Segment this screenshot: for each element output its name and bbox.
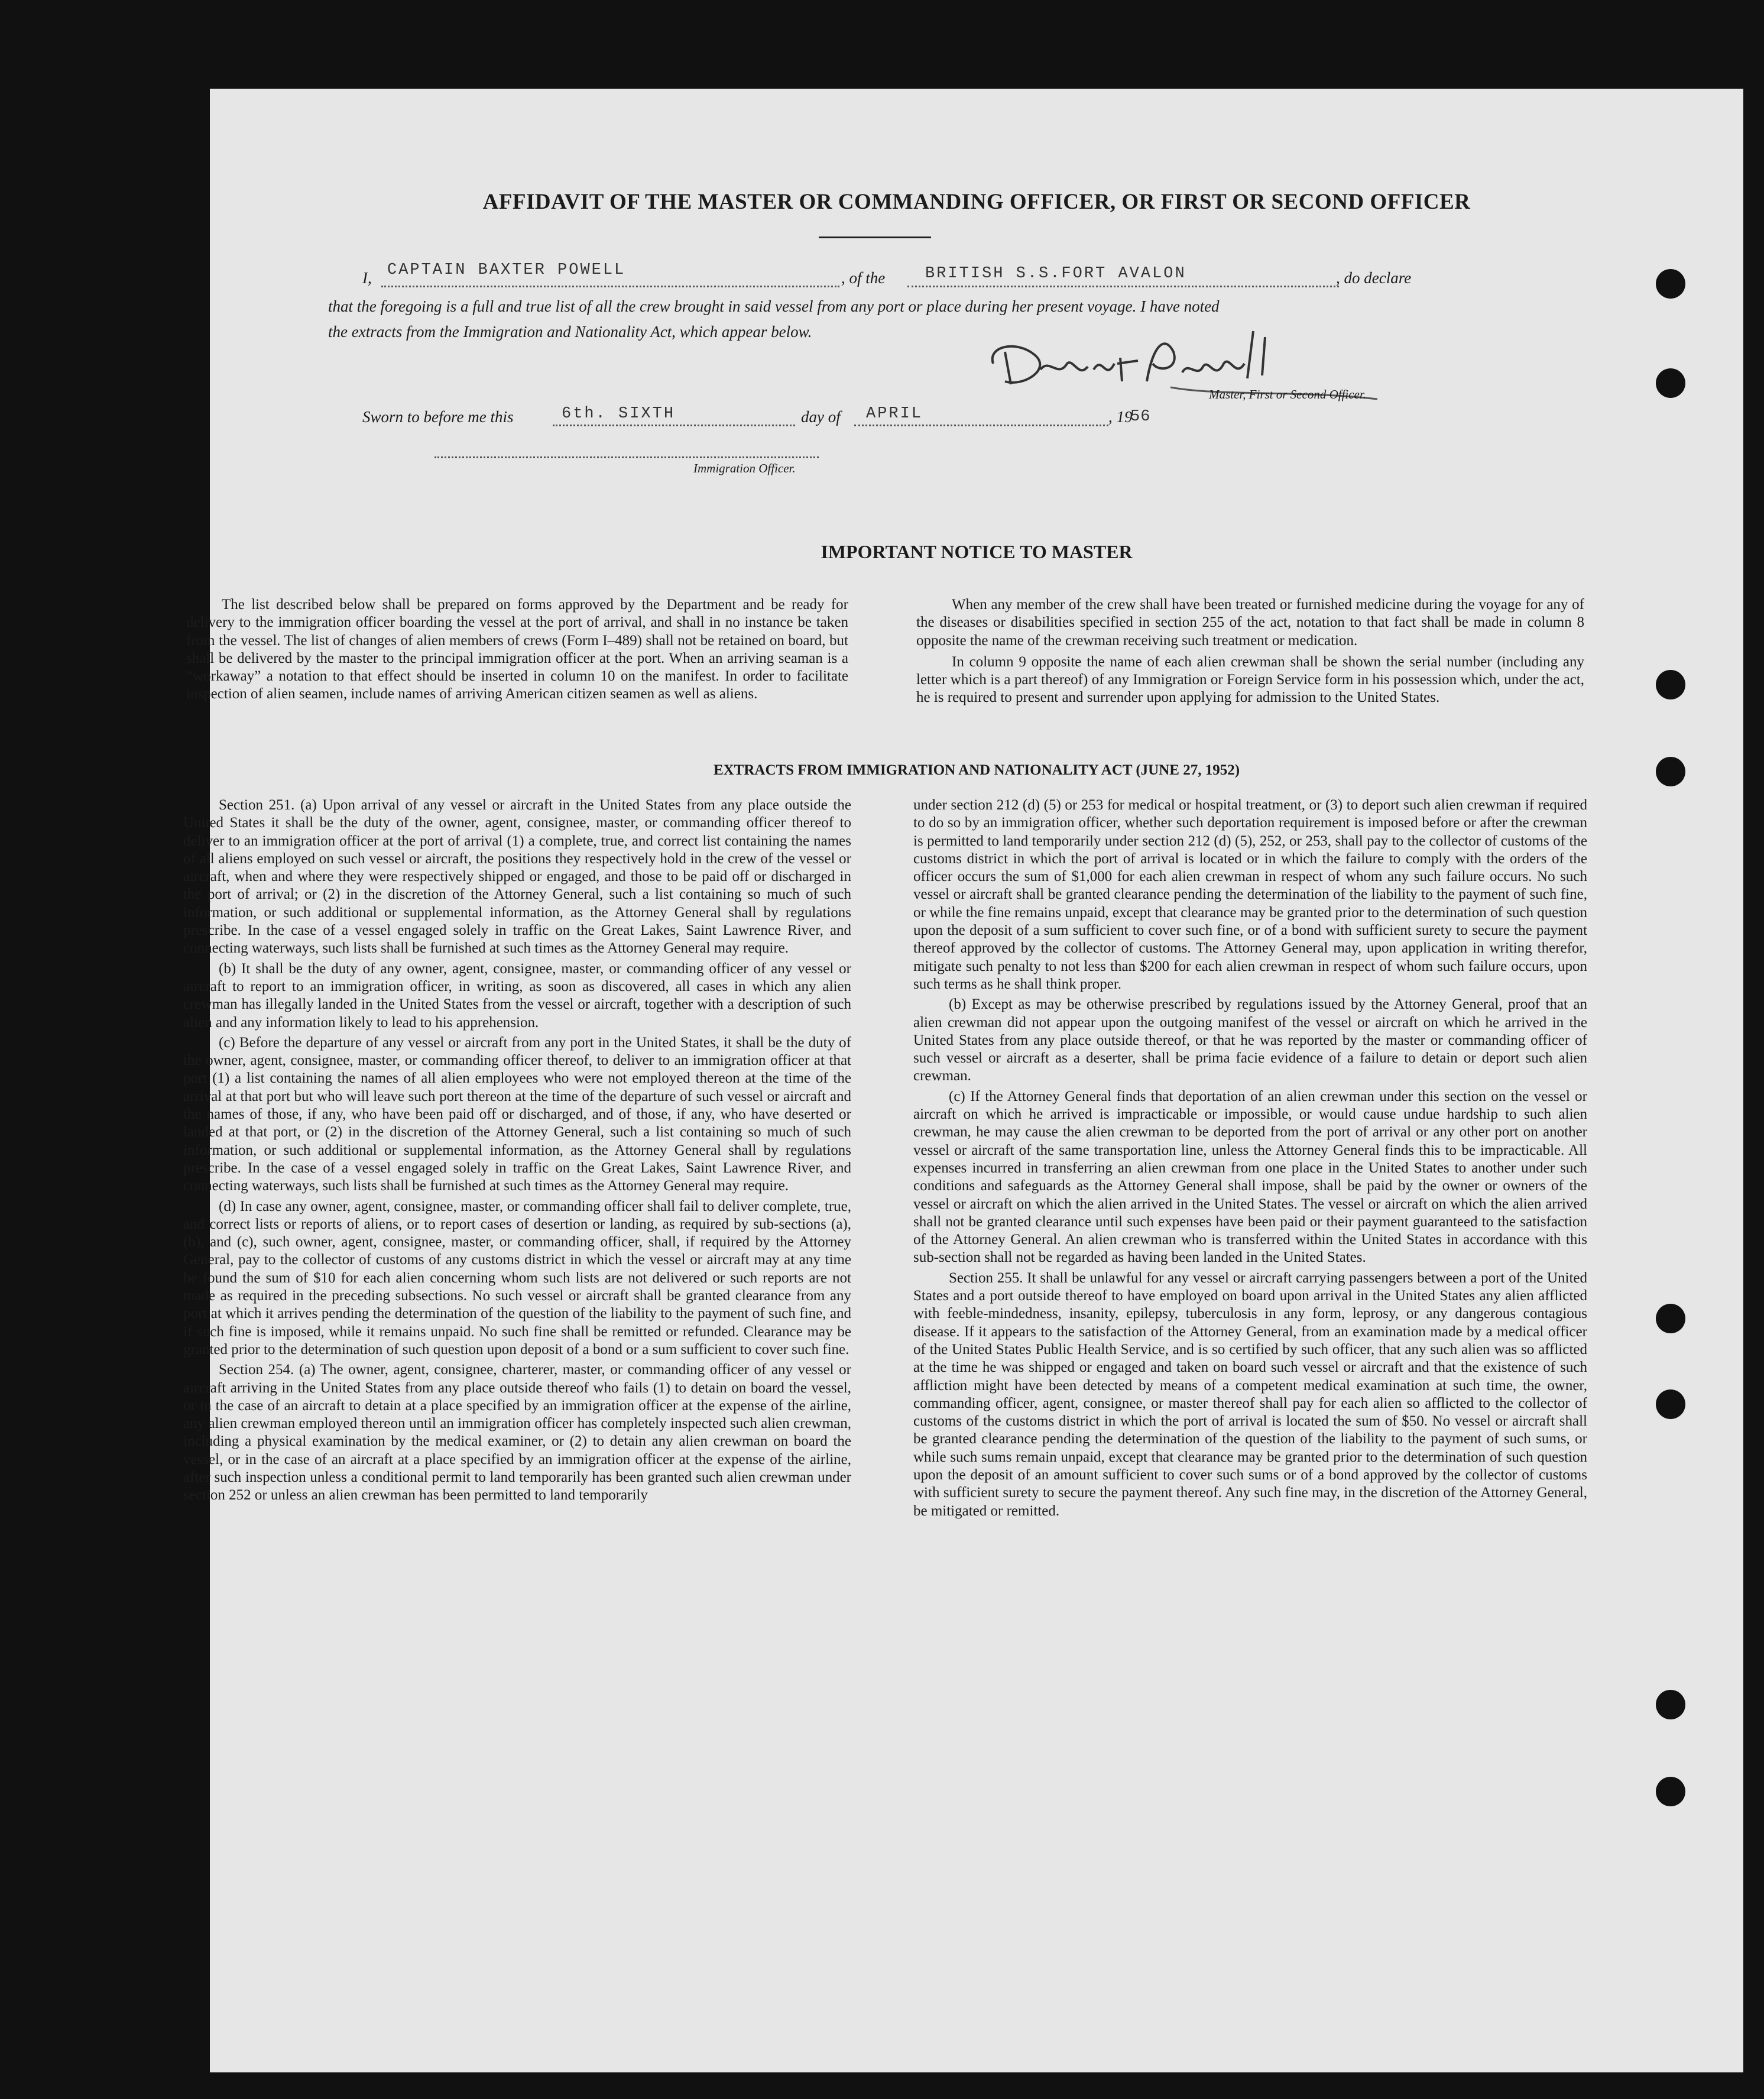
notice-right-column xyxy=(916,596,1584,707)
extract-paragraph: (b) It shall be the duty of any owner, agent, consignee, master, or commanding officer of any vessel or aircraft to report to an immigration officer, in writing, as soon as discovered, all cases in which any alien crewman has illegally landed in the United States from the vessel or aircraft, together with a description of such alien and any information likely to lead to his apprehension. xyxy=(183,960,851,1031)
vessel-name-field: BRITISH S.S.FORT AVALON xyxy=(925,265,1186,283)
notice-right-paragraph-2: In column 9 opposite the name of each alien crewman shall be shown the serial number (including any letter which is a part thereof) of any Immigration or Foreign Service form in his possession which, under the act, he is required to present and surrender upon applying for admission to the United States. xyxy=(916,653,1584,706)
notice-right-paragraph-1: When any member of the crew shall have been treated or furnished medicine during the voyage for any of the diseases or disabilities specified in section 255 of the act, notation to that fact shall be made in column 8 opposite the name of the crewman receiving such treatment or medication. xyxy=(916,597,1584,649)
extract-paragraph: (b) Except as may be otherwise prescribed by regulations issued by the Attorney General, proof that an alien crewman did not appear upon the outgoing manifest of the vessel or aircraft on which he arrived in the United States from any place outside thereof, or that he was reported by the master or commanding officer of such vessel or aircraft as a deserter, shall be prima facie evidence of a failure to detain or deport such alien crewman. xyxy=(913,996,1587,1084)
sworn-month-field: APRIL xyxy=(866,405,923,423)
year-prefix: , 19 xyxy=(1108,408,1133,426)
extract-paragraph: Section 255. It shall be unlawful for any vessel or aircraft carrying passengers between a port of the United States and a port outside thereof to have employed on board upon arrival in the United States any alien afflicted with feeble-mindedness, insanity, epilepsy, tuberculosis in any form, leprosy, or any dangerous contagious disease. If it appears to the satisfaction of the Attorney General, from an examination made by a medical officer of the United States Public Health Service, and is so certified by such officer, that any such alien was so afflicted at the time he was shipped or engaged and taken on board such vessel or aircraft and that the existence of such affliction might have been detected by means of a competent medical examination at such time, the owner, commanding officer, agent, consignee, or master thereof shall pay for each alien so afflicted to the collector of customs of the customs district in which the port of arrival is located the sum of $50. No vessel or aircraft shall be granted clearance pending the determination of the question of the liability to the payment of such sums, or while such sums remain unpaid, except that clearance may be granted prior to the determination of such question upon the deposit of an amount sufficient to cover such sums or of a bond approved by the collector of customs with sufficient surety to secure the payment thereof. Any such fine may, in the discretion of the Attorney General, be mitigated or remitted. xyxy=(913,1269,1587,1519)
punch-hole xyxy=(1656,368,1685,398)
notice-left-paragraph: The list described below shall be prepared on forms approved by the Department and be ready for delivery to the immigration officer boarding the vessel at the port of arrival, and shall in no instance be taken from the vessel. The list of changes of alien members of crews (Form I–489) shall not be retained on board, but shall be delivered by the master to the principal immigration officer at the port. When an arriving seaman is a “workaway” a notation to that effect should be inserted in column 10 on the manifest. In order to facilitate inspection of alien seamen, include names of arriving American citizen seamen as well as aliens. xyxy=(186,597,848,702)
extract-paragraph: Section 251. (a) Upon arrival of any vessel or aircraft in the United States from any place outside the United States it shall be the duty of the owner, agent, consignee, master, or commanding officer thereof to deliver to an immigration officer at the port of arrival (1) a complete, true, and correct list containing the names of all aliens employed on such vessel or aircraft, the positions they respectively hold in the crew of the vessel or aircraft, when and where they were respectively shipped or engaged, and those to be paid off or discharged in the port of arrival; or (2) in the discretion of the Attorney General, such a list containing so much of such information, or such additional or supplemental information, as the Attorney General shall by regulations prescribe. In the case of a vessel engaged solely in traffic on the Great Lakes, Saint Lawrence River, and connecting waterways, such lists shall be furnished at such times as the Attorney General may require. xyxy=(183,797,851,957)
year-field: 56 xyxy=(1130,408,1151,426)
punch-hole xyxy=(1656,1389,1685,1419)
name-field-line xyxy=(381,286,839,287)
sworn-day-line xyxy=(553,425,795,426)
punch-hole xyxy=(1656,1777,1685,1806)
affidavit-line-2: that the foregoing is a full and true list of all the crew brought in said vessel from any port or place during her present voyage. I have noted xyxy=(328,297,1220,315)
extract-paragraph: under section 212 (d) (5) or 253 for medical or hospital treatment, or (3) to deport such alien crewman if required to do so by an immigration officer, whether such deportation requirement is imposed before or after the crewman is permitted to land temporarily under section 212 (d) (5), 252, or 253, shall pay to the collector of customs of the customs district in which the port of arrival is located or in which the failure to comply with the orders of the officer occurs the sum of $1,000 for each alien crewman in respect of whom any such failure occurs. No such vessel or aircraft shall be granted clearance pending the determination of the liability to the payment of such fine, or while the fine remains unpaid, except that clearance may be granted prior to the determination of such question upon the deposit of a sum sufficient to cover such fine, or of a bond with sufficient surety to secure the payment thereof approved by the collector of customs. The Attorney General may, upon application in writing therefor, mitigate such penalty to not less than $200 for each alien crewman in respect of whom such failure occurs, upon such terms as he shall think proper. xyxy=(913,797,1587,992)
punch-hole xyxy=(1656,269,1685,299)
of-the-label: , of the xyxy=(841,269,886,287)
extracts-title: EXTRACTS FROM IMMIGRATION AND NATIONALITY ACT (JUNE 27, 1952) xyxy=(713,762,1240,778)
immigration-officer-line xyxy=(434,456,819,458)
immigration-officer-label: Immigration Officer. xyxy=(693,461,796,475)
document-page xyxy=(183,89,1743,2072)
sworn-month-line xyxy=(854,425,1108,426)
extract-paragraph: (d) In case any owner, agent, consignee, master, or commanding officer shall fail to deliver complete, true, and correct lists or reports of aliens, or to report cases of desertion or landing, as required by sub-sections (a), (b), and (c), such owner, agent, consignee, master, or commanding officer, shall, if required by the Attorney General, pay to the collector of customs of any customs district in which the vessel or aircraft may at any time be found the sum of $10 for each alien concerning whom such lists are not delivered or such reports are not made as required in the preceding subsections. No such vessel or aircraft shall be granted clearance from any port at which it arrives pending the determination of the question of the liability to the payment of such fine, and if such fine is imposed, while it remains unpaid. No such fine shall be remitted or refunded. Clearance may be granted prior to the determination of such question upon deposit of a bond or a sum sufficient to cover such fine. xyxy=(183,1198,851,1358)
extracts-left-column xyxy=(183,796,851,1505)
notice-title: IMPORTANT NOTICE TO MASTER xyxy=(821,541,1133,562)
affidavit-title: AFFIDAVIT OF THE MASTER OR COMMANDING OFFICER, OR FIRST OR SECOND OFFICER xyxy=(482,190,1471,214)
punch-hole xyxy=(1656,1304,1685,1333)
extract-paragraph: (c) Before the departure of any vessel or aircraft from any port in the United States, it shall be the duty of the owner, agent, consignee, master, or commanding officer thereof, to deliver to an immigration officer at that port (1) a list containing the names of all alien employees who were not employed thereon at the time of the arrival at that port but who will leave such port thereon at the time of the departure of such vessel or aircraft and the names of those, if any, who have been paid off or discharged, and of those, if any, who have deserted or landed at that port, or (2) in the discretion of the Attorney General, such a list containing so much of such information, or such additional or supplemental information, as the Attorney General shall by regulations prescribe. In the case of a vessel engaged solely in traffic on the Great Lakes, Saint Lawrence River, and connecting waterways, such lists shall be furnished at such times as the Attorney General may require. xyxy=(183,1034,851,1194)
i-label: I, xyxy=(362,269,372,287)
vessel-field-line xyxy=(907,286,1339,287)
extracts-right-column xyxy=(913,796,1587,1520)
extract-paragraph: (c) If the Attorney General finds that deportation of an alien crewman under this section on the vessel or aircraft on which he arrived is impracticable or impossible, or would cause undue hardship to such alien crewman, he may cause the alien crewman to be deported from the port of arrival or any other port on another vessel or aircraft of the same transportation line, unless the Attorney General finds this to be impracticable. All expenses incurred in transferring an alien crewman from one place in the United States to another under such conditions and safeguards as the Attorney General shall impose, shall be paid by the owner or owners of the vessel or aircraft on which the alien arrived in the United States. The vessel or aircraft on which the alien arrived shall not be granted clearance until such expenses have been paid or their payment guaranteed to the satisfaction of the Attorney General. An alien crewman who is transferred within the United States in accordance with this sub-section shall not be regarded as having been landed in the United States. xyxy=(913,1088,1587,1266)
affidavit-line-3: the extracts from the Immigration and Nationality Act, which appear below. xyxy=(328,323,812,341)
extract-paragraph: Section 254. (a) The owner, agent, consignee, charterer, master, or commanding officer of any vessel or aircraft arriving in the United States from any place outside thereof who fails (1) to detain on board the vessel, or in the case of an aircraft to detain at a place specified by an immigration officer at the expense of the airline, any alien crewman employed thereon until an immigration officer has completely inspected such alien crewman, including a physical examination by the medical examiner, or (2) to detain any alien crewman on board the vessel, or in the case of an aircraft at a place specified by an immigration officer at the expense of the airline, after such inspection unless a conditional permit to land temporarily has been granted such alien crewman under section 252 or unless an alien crewman has been permitted to land temporarily xyxy=(183,1362,851,1504)
title-underline xyxy=(819,237,931,238)
sworn-day-field: 6th. SIXTH xyxy=(562,405,676,423)
punch-hole xyxy=(1656,1690,1685,1719)
declare-label: , do declare xyxy=(1336,269,1412,287)
day-of-label: day of xyxy=(801,408,841,426)
officer-name-field: CAPTAIN BAXTER POWELL xyxy=(387,261,626,279)
signature-title: Master, First or Second Officer. xyxy=(1209,387,1366,401)
punch-hole xyxy=(1656,670,1685,699)
sworn-label: Sworn to before me this xyxy=(362,408,514,426)
notice-left-column xyxy=(186,596,848,704)
